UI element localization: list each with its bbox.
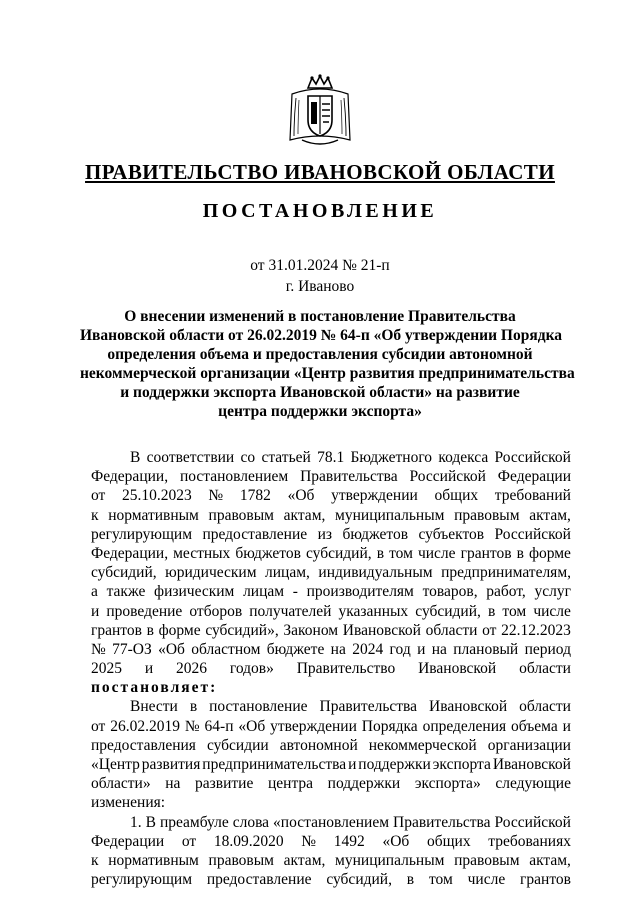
body-word: период [524, 640, 571, 658]
body-line [91, 467, 571, 486]
body-word: Правительства [319, 698, 418, 716]
body-word: слова [232, 813, 270, 831]
body-word: Ивановской [418, 660, 497, 678]
body-word: том [428, 871, 453, 889]
subject-line: определения объема и предоставления субсидии автономной [107, 346, 533, 363]
body-word: работ, [486, 583, 526, 601]
body-word: предоставление [206, 871, 312, 889]
body-line [91, 659, 571, 678]
body-word: местных [173, 544, 231, 562]
body-line [91, 640, 571, 659]
body-word: Федерации, [91, 468, 169, 486]
body-word: «Об [287, 487, 315, 505]
body-word: 26.02.2019 [110, 717, 180, 735]
body-word: Российской [494, 813, 571, 831]
body-word: 1782 [239, 487, 271, 505]
body-word: 78.1 [317, 449, 345, 466]
body-word: следующие [495, 775, 571, 793]
body-word: числе [533, 602, 571, 620]
body-word: том [502, 602, 527, 620]
body-word: на [165, 775, 181, 793]
body-line [91, 832, 571, 851]
body-word: утверждении [331, 487, 418, 505]
body-line [91, 755, 571, 774]
body-word: соответствии [146, 449, 235, 466]
body-word: поддержки [327, 775, 401, 793]
body-word: муниципальным [335, 851, 445, 869]
body-word: отборов [189, 602, 243, 620]
body-word: товаров, [422, 583, 478, 601]
body-line [91, 697, 571, 716]
body-word: Ивановской [429, 698, 508, 716]
body-word: экспорта» [414, 775, 481, 793]
body-word: грантов [460, 544, 512, 562]
body-line [91, 870, 571, 889]
subject-line: и поддержки экспорта Ивановской области» на развитие [120, 384, 520, 401]
body-word: и [417, 640, 426, 658]
body-word: «Об [238, 717, 266, 735]
body-word: лицам, [265, 564, 310, 582]
body-word: правовым [208, 851, 274, 869]
body-word: бюджете [266, 640, 325, 658]
body-word: Внести [130, 698, 178, 716]
body-word: регулирующим [91, 871, 192, 889]
body-word: предоставление [202, 525, 308, 543]
body-word: В [130, 449, 141, 466]
body-word: субсидий, [306, 544, 372, 562]
body-word: нормативным [108, 506, 199, 524]
body-line [91, 717, 571, 736]
subject-line: О внесении изменений в постановление Правительства [124, 308, 516, 325]
body-word: Законом [283, 621, 339, 639]
body-word: - [292, 583, 298, 601]
body-line [91, 793, 571, 812]
subject-line: центра поддержки экспорта» [218, 403, 422, 420]
body-word: требований [494, 487, 571, 505]
body-line [91, 774, 571, 793]
body-word: на [330, 640, 346, 658]
body-word: числе [417, 544, 456, 562]
body-word: 64-п [204, 717, 234, 735]
body-word: и [144, 660, 154, 678]
document-subject [80, 307, 575, 421]
body-word: изменения: [91, 794, 166, 812]
body-word: постановлением [179, 468, 289, 486]
body-word: в [406, 871, 415, 889]
document-date-number: от 31.01.2024 № 21-п [250, 257, 390, 274]
body-word: в [376, 544, 385, 562]
body-word: В [145, 813, 156, 831]
document-type: ПОСТАНОВЛЕНИЕ [202, 200, 438, 222]
body-word: развитие [195, 775, 254, 793]
body-word: указанных [338, 602, 409, 620]
body-word: преамбуле [159, 813, 229, 831]
body-word: грантов [520, 871, 571, 889]
body-word: 22.12.2023 [501, 621, 571, 639]
body-word: актам, [283, 506, 326, 524]
body-word: субсидии [206, 736, 269, 754]
body-word: поддержки [358, 756, 431, 773]
body-word: организации [487, 736, 571, 754]
document-body [91, 448, 571, 889]
body-word: на [431, 640, 447, 658]
body-word: в [189, 698, 198, 716]
body-word: предоставления [91, 736, 196, 754]
body-word: областном [191, 640, 261, 658]
body-word: и [562, 717, 571, 735]
body-word: «Об [382, 832, 410, 850]
body-word: к [91, 851, 99, 869]
body-word: Федерации [497, 468, 571, 486]
body-word: Российской [494, 449, 571, 466]
body-word: развития [141, 756, 201, 773]
body-word: актам, [529, 851, 571, 869]
document-city: г. Иваново [285, 278, 355, 295]
body-word: 2026 [176, 660, 208, 678]
body-word: субъектов [418, 525, 485, 543]
body-word: области [425, 621, 478, 639]
body-line [91, 678, 571, 697]
body-word: от [181, 832, 197, 850]
body-word: Бюджетного [350, 449, 433, 466]
body-word: общих [434, 487, 479, 505]
body-word: и [348, 756, 357, 773]
body-word: субсидий, [326, 871, 392, 889]
body-word: в [146, 621, 154, 639]
body-word: получателей [249, 602, 332, 620]
body-word: правовым [454, 506, 520, 524]
body-word: «Центр [91, 756, 140, 773]
body-word: постановление [209, 698, 308, 716]
body-word: лицам [243, 583, 285, 601]
body-word: том [389, 544, 413, 562]
body-word: Российской [494, 525, 571, 543]
body-line [91, 621, 571, 640]
body-word: статьей [261, 449, 311, 466]
body-word: в [516, 544, 524, 562]
body-word: требованиях [488, 832, 571, 850]
body-word: автономной [279, 736, 358, 754]
body-word: «Об [158, 640, 185, 658]
body-word: объема [511, 717, 558, 735]
body-word: регулирующим [91, 525, 192, 543]
body-word: проведение [106, 602, 183, 620]
body-word: физическим [154, 583, 235, 601]
coat-of-arms-icon [286, 74, 354, 148]
body-line [91, 448, 571, 467]
body-word: определения [422, 717, 507, 735]
body-word: юридическим [165, 564, 257, 582]
body-word: «постановлением [273, 813, 390, 831]
body-word: из [317, 525, 332, 543]
body-word: годов» [229, 660, 274, 678]
body-word: Правительства [300, 468, 398, 486]
body-line [91, 736, 571, 755]
body-word: год [389, 640, 411, 658]
body-word: № [301, 832, 317, 850]
org-title: ПРАВИТЕЛЬСТВО ИВАНОВСКОЙ ОБЛАСТИ [85, 160, 555, 184]
body-word: 1. [130, 813, 142, 831]
body-word: Федерации, [91, 544, 169, 562]
body-word: услуг [534, 583, 571, 601]
body-word: правовым [454, 851, 520, 869]
body-word: правовым [208, 506, 274, 524]
body-word: 1492 [333, 832, 365, 850]
body-word: 2024 [352, 640, 384, 658]
body-word: постановляет: [91, 679, 218, 697]
body-line [91, 851, 571, 870]
body-word: числе [467, 871, 506, 889]
body-word: также [106, 583, 146, 601]
body-word: предпринимателям, [441, 564, 571, 582]
body-word: № [208, 487, 224, 505]
body-word: предпринимательства [202, 756, 347, 773]
body-word: 2025 [91, 660, 122, 678]
body-word: и [91, 602, 100, 620]
body-word: кодекса [438, 449, 489, 466]
body-line [91, 813, 571, 832]
body-word: центра [267, 775, 314, 793]
body-line [91, 486, 571, 505]
body-word: 18.09.2020 [213, 832, 284, 850]
body-word: индивидуальным [318, 564, 433, 582]
body-word: субсидий, [415, 602, 481, 620]
body-word: форме [158, 621, 201, 639]
body-word: от [91, 487, 106, 505]
body-word: бюджетов [342, 525, 409, 543]
body-word: Порядка [361, 717, 418, 735]
body-word: со [240, 449, 256, 466]
body-word: актам, [283, 851, 326, 869]
body-word: 77-ОЗ [112, 640, 152, 658]
body-word: от [91, 717, 106, 735]
body-word: утверждении [270, 717, 357, 735]
body-word: Правительство [296, 660, 396, 678]
body-word: № [91, 640, 106, 658]
body-word: экспорта [432, 756, 491, 773]
body-word: от [482, 621, 497, 639]
body-word: субсидий, [91, 564, 157, 582]
body-word: муниципальным [335, 506, 445, 524]
subject-line: некоммерческой организации «Центр развития предпринимательства [80, 365, 575, 382]
body-word: общих [426, 832, 471, 850]
body-word: бюджетов [235, 544, 301, 562]
body-line [91, 602, 571, 621]
body-word: субсидий», [205, 621, 279, 639]
body-word: актам, [529, 506, 571, 524]
body-word: форме [528, 544, 571, 562]
body-word: Российской [409, 468, 486, 486]
body-word: № [184, 717, 200, 735]
body-line [91, 525, 571, 544]
body-word: плановый [453, 640, 519, 658]
body-word: Ивановской [342, 621, 421, 639]
body-word: к [91, 506, 99, 524]
body-line [91, 544, 571, 563]
body-word: области» [91, 775, 151, 793]
body-word: грантов [91, 621, 142, 639]
body-word: 25.10.2023 [122, 487, 192, 505]
body-word: Ивановской [492, 756, 571, 773]
body-word: а [91, 583, 98, 601]
body-word: производителям [306, 583, 414, 601]
subject-line: Ивановской области от 26.02.2019 № 64-п «Об утверждении Порядка [80, 327, 563, 344]
body-line [91, 582, 571, 601]
body-word: области [519, 698, 571, 716]
body-line [91, 563, 571, 582]
body-word: Федерации [91, 832, 165, 850]
body-word: в [487, 602, 496, 620]
body-word: некоммерческой [368, 736, 477, 754]
body-word: области [519, 660, 571, 678]
body-word: Правительства [393, 813, 491, 831]
body-line [91, 506, 571, 525]
body-word: нормативным [108, 851, 199, 869]
